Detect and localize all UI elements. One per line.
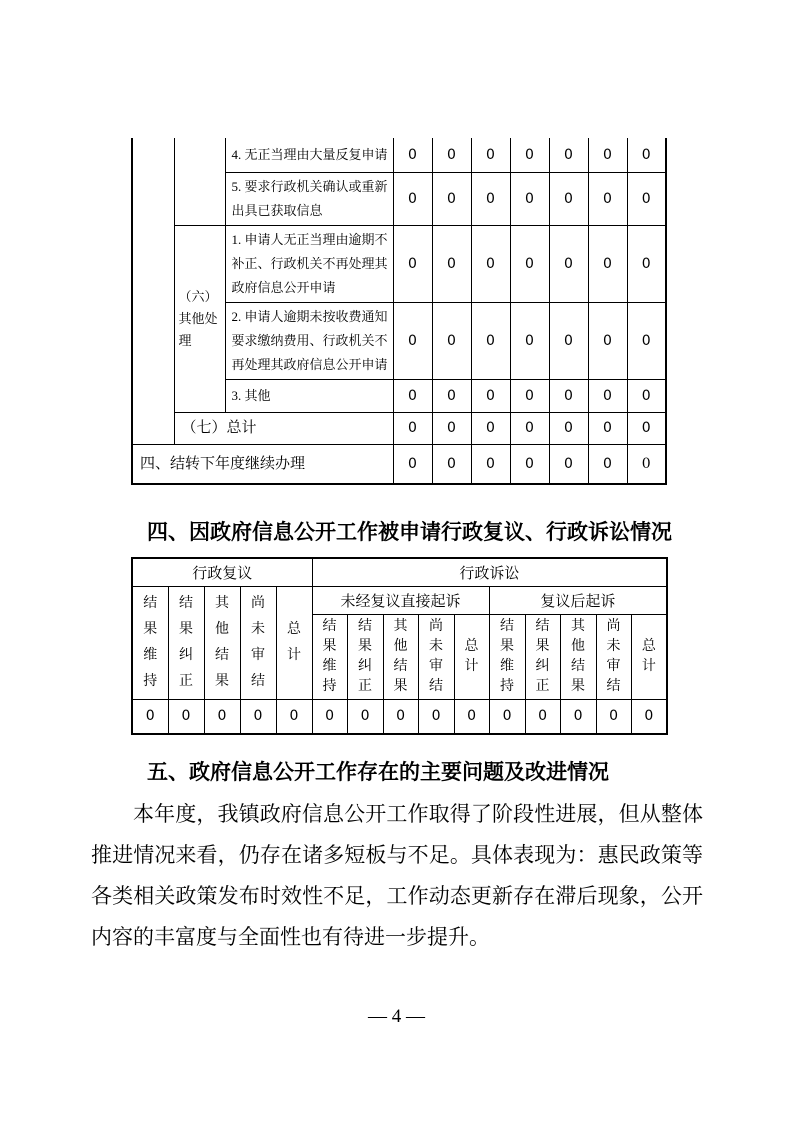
value-cell: 0 <box>549 302 588 379</box>
column-header-pending: 尚未审结 <box>240 586 276 699</box>
value-cell: 0 <box>525 699 560 734</box>
value-cell: 0 <box>549 444 588 484</box>
value-cell: 0 <box>132 699 168 734</box>
total-row-label: （七）总计 <box>174 412 393 444</box>
column-header-result-corrected: 结果纠正 <box>525 614 560 699</box>
value-cell: 0 <box>393 412 432 444</box>
value-cell: 0 <box>588 444 627 484</box>
column-header-result-upheld: 结果维持 <box>312 614 347 699</box>
value-cell: 0 <box>432 444 471 484</box>
value-cell: 0 <box>168 699 204 734</box>
row-label: 3. 其他 <box>225 379 393 412</box>
column-header-other-result: 其他结果 <box>560 614 596 699</box>
value-cell: 0 <box>588 172 627 225</box>
value-cell: 0 <box>627 444 666 484</box>
value-cell: 0 <box>204 699 240 734</box>
column-header-other-result: 其他结果 <box>383 614 418 699</box>
section-five-heading: 五、政府信息公开工作存在的主要问题及改进情况 <box>147 761 609 784</box>
values-row <box>132 699 667 734</box>
value-cell: 0 <box>276 699 312 734</box>
value-cell: 0 <box>510 172 549 225</box>
column-header-pending: 尚未审结 <box>596 614 631 699</box>
value-cell: 0 <box>240 699 276 734</box>
value-cell: 0 <box>418 699 454 734</box>
column-header-result-upheld: 结果维持 <box>132 586 168 699</box>
value-cell: 0 <box>393 225 432 302</box>
value-cell: 0 <box>393 444 432 484</box>
value-cell: 0 <box>383 699 418 734</box>
column-header-total: 总计 <box>454 614 489 699</box>
post-review-litigation-subgroup-header: 复议后起诉 <box>489 586 667 614</box>
column-header-total: 总计 <box>631 614 667 699</box>
row-label: 5. 要求行政机关确认或重新出具已获取信息 <box>225 172 393 225</box>
value-cell: 0 <box>510 379 549 412</box>
value-cell: 0 <box>549 172 588 225</box>
table-row <box>132 225 666 302</box>
carryover-outer-cell <box>132 138 174 444</box>
value-cell: 0 <box>631 699 667 734</box>
value-cell: 0 <box>627 138 666 172</box>
value-cell: 0 <box>393 172 432 225</box>
value-cell: 0 <box>588 302 627 379</box>
value-cell: 0 <box>588 412 627 444</box>
value-cell: 0 <box>471 172 510 225</box>
section-four-heading: 四、因政府信息公开工作被申请行政复议、行政诉讼情况 <box>147 521 672 544</box>
row-label: 1. 申请人无正当理由逾期不补正、行政机关不再处理其政府信息公开申请 <box>225 225 393 302</box>
table-row <box>132 412 666 444</box>
value-cell: 0 <box>432 225 471 302</box>
value-cell: 0 <box>393 138 432 172</box>
row-label: 2. 申请人逾期未按收费通知要求缴纳费用、行政机关不再处理其政府信息公开申请 <box>225 302 393 379</box>
column-header-result-corrected: 结果纠正 <box>168 586 204 699</box>
value-cell: 0 <box>588 225 627 302</box>
value-cell: 0 <box>510 225 549 302</box>
value-cell: 0 <box>510 412 549 444</box>
column-header-other-result: 其他结果 <box>204 586 240 699</box>
value-cell: 0 <box>627 225 666 302</box>
value-cell: 0 <box>432 302 471 379</box>
value-cell: 0 <box>432 172 471 225</box>
value-cell: 0 <box>432 379 471 412</box>
value-cell: 0 <box>393 379 432 412</box>
value-cell: 0 <box>471 225 510 302</box>
row-label: 4. 无正当理由大量反复申请 <box>225 138 393 172</box>
review-litigation-table <box>131 557 668 735</box>
value-cell: 0 <box>312 699 347 734</box>
column-header-pending: 尚未审结 <box>418 614 454 699</box>
column-header-result-corrected: 结果纠正 <box>347 614 383 699</box>
section-five-paragraph: 本年度，我镇政府信息公开工作取得了阶段性进展，但从整体推进情况来看，仍存在诸多短板与不足。具体表现为：惠民政策等各类相关政策发布时效性不足，工作动态更新存在滞后现象，公开内容的丰富度与全面性也有待进一步提升。 <box>91 802 703 949</box>
value-cell: 0 <box>454 699 489 734</box>
value-cell: 0 <box>510 444 549 484</box>
value-cell: 0 <box>627 379 666 412</box>
column-header-total: 总计 <box>276 586 312 699</box>
value-cell: 0 <box>471 444 510 484</box>
page-number: — 4 — <box>368 1006 425 1027</box>
value-cell: 0 <box>596 699 631 734</box>
value-cell: 0 <box>471 302 510 379</box>
value-cell: 0 <box>471 379 510 412</box>
value-cell: 0 <box>549 412 588 444</box>
value-cell: 0 <box>627 302 666 379</box>
value-cell: 0 <box>510 302 549 379</box>
group-header-row <box>132 558 667 586</box>
value-cell: 0 <box>549 138 588 172</box>
value-cell: 0 <box>627 172 666 225</box>
admin-litigation-group-header: 行政诉讼 <box>312 558 667 586</box>
direct-litigation-subgroup-header: 未经复议直接起诉 <box>312 586 489 614</box>
value-cell: 0 <box>347 699 383 734</box>
carryover-group-cell <box>174 138 225 225</box>
value-cell: 0 <box>471 138 510 172</box>
value-cell: 0 <box>588 379 627 412</box>
value-cell: 0 <box>432 138 471 172</box>
table-row <box>132 138 666 172</box>
value-cell: 0 <box>627 412 666 444</box>
value-cell: 0 <box>560 699 596 734</box>
admin-review-group-header: 行政复议 <box>132 558 312 586</box>
value-cell: 0 <box>393 302 432 379</box>
group-label-other-handling: （六）其他处理 <box>174 225 225 412</box>
subgroup-header-row <box>132 586 667 614</box>
value-cell: 0 <box>510 138 549 172</box>
value-cell: 0 <box>432 412 471 444</box>
value-cell: 0 <box>549 379 588 412</box>
value-cell: 0 <box>549 225 588 302</box>
value-cell: 0 <box>471 412 510 444</box>
value-cell: 0 <box>489 699 525 734</box>
value-cell: 0 <box>588 138 627 172</box>
table-row <box>132 444 666 484</box>
continued-statistics-table <box>131 138 667 485</box>
carry-forward-row-label: 四、结转下年度继续办理 <box>132 444 393 484</box>
column-header-result-upheld: 结果维持 <box>489 614 525 699</box>
